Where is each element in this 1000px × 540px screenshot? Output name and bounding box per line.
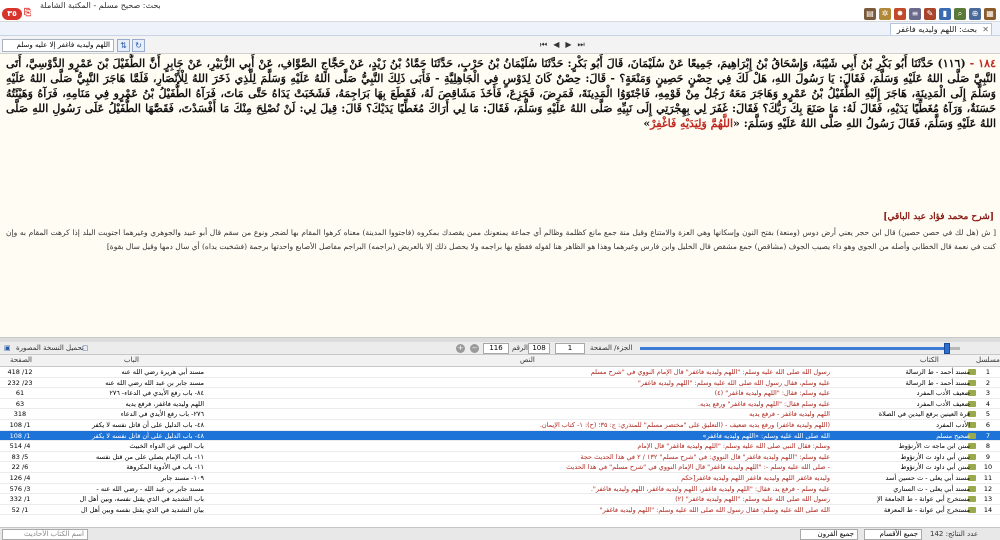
row-bab: ١٠٩- مسند جابر <box>160 474 204 482</box>
number-input[interactable]: 116 <box>483 343 509 354</box>
bookmark-icon[interactable]: ▮ <box>939 8 951 20</box>
row-page: 61 <box>15 389 25 398</box>
table-row[interactable] <box>0 431 1000 442</box>
table-row[interactable] <box>0 473 1000 484</box>
pen-icon[interactable]: ✎ <box>924 8 936 20</box>
results-table <box>0 355 1000 527</box>
row-number: 2 <box>985 378 991 387</box>
row-text: عليه وسلم: فقال: "اللهم وليديه فاغفر" (٤) <box>714 389 830 398</box>
row-number: 7 <box>985 431 991 440</box>
row-bab: ٤٨- باب الدليل على أن قاتل نفسه لا يكفر <box>91 431 204 440</box>
row-book: مسند أبي يعلى - ت حسين أسد <box>885 474 970 482</box>
title-bar <box>0 0 1000 22</box>
col-page[interactable]: الصفحة <box>10 356 32 364</box>
row-page: 418 /12 <box>7 368 33 376</box>
row-book: صحيح مسلم <box>936 431 970 440</box>
prev-page-icon[interactable]: ◀ <box>553 40 560 49</box>
row-text: - صلى الله عليه وسلم -: "اللهم وليديه فاغفر" قال الإمام النووي في "شرح مسلم" في هذا الحديث <box>566 463 830 472</box>
row-text: عليه وسلم، فقال رسول الله صلى الله عليه وسلم: "اللهم وليديه فاغفر" <box>637 378 830 387</box>
row-page: 22 /6 <box>11 463 29 472</box>
row-bab: مسند جابر بن عبد الله رضي الله عنه <box>105 378 204 387</box>
hadith-end: » <box>643 117 651 130</box>
row-page: 108 /1 <box>9 421 31 429</box>
row-bab: ٢٧٦- باب رفع الأيدي في الدعاء <box>120 410 204 419</box>
tab-search-results[interactable] <box>890 23 992 35</box>
page-navigation <box>540 40 585 50</box>
row-number: 9 <box>985 452 991 461</box>
row-text: عليه وسلم فقال: "اللهم وليديه فاغفر" ورفع يديه. <box>697 399 830 408</box>
row-text: رسول الله صلى الله عليه وسلم: "اللهم وليديه فاغفر" قال الإمام النووي في "شرح مسلم <box>590 368 830 376</box>
search-icon[interactable]: ⌕ <box>954 8 966 20</box>
row-text: اللهم وليديه فاغفر - فرفع يديه <box>749 410 830 419</box>
page-total-input[interactable]: 108 <box>528 343 550 354</box>
row-number: 1 <box>985 368 991 376</box>
hadith-number: ١٨٤ - <box>969 57 996 70</box>
filter-icon[interactable]: ⇅ <box>117 39 130 52</box>
row-number: 10 <box>983 463 993 472</box>
row-number: 13 <box>983 495 993 504</box>
grid-icon[interactable]: ▦ <box>984 8 996 20</box>
row-text: رسول الله صلى الله عليه وسلم: "اللهم وليديه فاغفر" (٢) <box>675 495 830 504</box>
row-page: 318 <box>13 410 27 419</box>
row-book: الأدب المفرد <box>936 421 970 429</box>
row-book: سنن أبي داود ت الأرنؤوط <box>900 463 970 472</box>
row-bab: ٤٨- باب الدليل على أن قاتل نفسه لا يكفر <box>91 421 204 429</box>
col-num[interactable]: مسلسل <box>976 356 1000 364</box>
centuries-filter[interactable]: جميع القرون <box>800 529 858 540</box>
row-number: 5 <box>985 410 991 419</box>
row-bab: مسند جابر بن عبد الله - رضي الله عنه - <box>96 484 204 493</box>
gear-icon[interactable]: ✲ <box>879 8 891 20</box>
row-page: 232 /23 <box>7 378 33 387</box>
row-text: (اللهم وليديه فاغفر) ورفع يديه ضعيف - (التعليق على "مختصر مسلم" للمنذري: ج: ٣٥؛ (ح): ١- كتاب الإيمان. <box>539 421 830 429</box>
zoom-icon[interactable]: ⊕ <box>969 8 981 20</box>
row-page: 332 /1 <box>9 495 31 504</box>
table-row[interactable] <box>0 484 1000 495</box>
list-icon[interactable]: ≡ <box>909 8 921 20</box>
number-label: الرقم <box>512 344 528 352</box>
tab-label: بحث: اللهم وليديه فاغفر <box>896 25 977 34</box>
table-row[interactable] <box>0 452 1000 463</box>
row-page: 514 /4 <box>9 442 31 451</box>
tab-bar <box>0 22 1000 36</box>
row-bab: ١١- باب الإمام يصلي على من قتل نفسه <box>96 452 204 461</box>
row-book: مستخرج أبي عوانة - ط المعرفة <box>883 505 970 514</box>
row-bab: مسند أبي هريرة رضي الله عنه <box>121 368 204 376</box>
row-page: 126 /4 <box>9 474 31 482</box>
table-row[interactable] <box>0 409 1000 420</box>
row-bab: بيان التشديد في الذي يقتل نفسه وبين أهل ال <box>81 505 204 514</box>
refresh-icon[interactable]: ↻ <box>132 39 145 52</box>
status-bar <box>0 527 1000 540</box>
results-count: عدد النتائج: 142 <box>930 530 979 538</box>
count-badge: ٣٥ <box>2 8 22 20</box>
settings-icon[interactable]: ✸ <box>894 8 906 20</box>
col-text[interactable]: النص <box>520 356 535 364</box>
row-text: عليه وسلم - فرفع يد، فقال: "اللهم وليديه فاغفر، اللهم وليديه فاغفر، اللهم وليديه فاغفر". <box>590 484 830 493</box>
row-page: 576 /3 <box>9 484 31 493</box>
row-number: 3 <box>985 389 991 398</box>
close-icon[interactable]: ✕ <box>982 25 989 34</box>
pager-bar <box>0 342 1000 355</box>
col-book[interactable]: الكتاب <box>920 356 939 364</box>
row-book: مسند أبي يعلى - ت السناري <box>893 484 970 493</box>
chat-icon[interactable]: ▢ <box>82 344 89 352</box>
row-number: 14 <box>983 505 993 514</box>
part-select[interactable]: 1 <box>555 343 585 354</box>
row-book: ضعيف الأدب المفرد <box>916 399 970 408</box>
row-bab: باب النهي عن الدواء الخبيث <box>129 442 204 451</box>
row-text: وسلم: فقال النبي صلى الله عليه وسلم: "اللهم وليديه فاغفر" قال الإمام <box>637 442 830 451</box>
part-page-label: الجزء/ الصفحة <box>590 344 633 352</box>
slider-fill <box>640 347 947 350</box>
next-page-icon[interactable]: ▶ <box>565 40 572 49</box>
table-row[interactable] <box>0 388 1000 399</box>
table-row[interactable] <box>0 378 1000 389</box>
row-page: 63 <box>15 399 25 408</box>
row-bab: اللهم وليديه فاغفر، فرفع يديه <box>125 399 204 408</box>
remove-icon[interactable]: − <box>471 344 478 352</box>
row-text: الله صلى الله عليه وسلم: «اللهم وليديه فاغفر» <box>702 431 830 440</box>
hadith-highlight: اللَّهُمَّ وَلِيَدَيْهِ فَاغْفِرْ <box>650 117 734 130</box>
table-row[interactable] <box>0 367 1000 378</box>
sections-filter[interactable]: جميع الأقسام <box>864 529 922 540</box>
table-row[interactable] <box>0 494 1000 505</box>
pdf-icon[interactable]: ⎘ <box>24 8 32 18</box>
page-slider[interactable] <box>640 347 960 350</box>
row-number: 12 <box>983 484 993 493</box>
row-text: الله صلى الله عليه وسلم: فقال رسول الله صلى الله عليه وسلم: "اللهم وليديه فاغفر" <box>599 505 830 514</box>
window-title: بحث: صحيح مسلم - المكتبة الشاملة <box>40 1 161 10</box>
row-number: 4 <box>985 399 991 408</box>
row-book: ضعيف الأدب المفرد <box>916 389 970 398</box>
col-bab[interactable]: الباب <box>124 356 139 364</box>
row-page: 52 /1 <box>11 505 29 514</box>
row-page: 108 /1 <box>9 431 31 440</box>
table-row[interactable] <box>0 462 1000 473</box>
row-number: 6 <box>985 421 991 429</box>
toolbar <box>864 7 996 21</box>
sharh-title: [شرح محمد فؤاد عبد الباقي] <box>883 212 994 222</box>
row-book: سنن ابن ماجه ت الأرنؤوط <box>898 442 970 451</box>
download-scan-link[interactable]: تحميل النسخة المصورة <box>16 344 84 352</box>
row-number: 8 <box>985 442 991 451</box>
row-book: سنن أبي داود ت الأرنؤوط <box>900 452 970 461</box>
table-header <box>0 355 1000 367</box>
row-bab: ٨٤- باب رفع الأيدي في الدعاء- ٢٧٦ <box>109 389 204 398</box>
nav-bar <box>0 36 1000 54</box>
book-icon[interactable]: ▤ <box>864 8 876 20</box>
reader-pane <box>0 54 1000 338</box>
row-text: عليه وسلم: "اللهم وليديه فاغفر" قال النووي: في "شرح مسلم" ١٣٢ / ٢ في هذا الحديث حجة <box>580 452 830 461</box>
slider-knob[interactable] <box>944 343 950 354</box>
camera-icon[interactable]: ▣ <box>4 344 11 352</box>
table-row[interactable] <box>0 420 1000 431</box>
table-row[interactable] <box>0 505 1000 516</box>
row-book: مسند أحمد - ط الرسالة <box>905 378 970 387</box>
row-bab: ١١- باب في الأدوية المكروهة <box>126 463 204 472</box>
search-input[interactable]: اللهم وليديه فاغفر إلا عليه وسلم <box>2 39 114 52</box>
row-bab: باب التشديد في الذي يقتل نفسه، وبين أهل ال <box>79 495 204 504</box>
last-page-icon[interactable]: ⏭ <box>577 40 585 49</box>
row-book: مسند أحمد - ط الرسالة <box>905 368 970 376</box>
row-book: مستخرج أبي عوانة - ط الجامعة الإ <box>877 495 970 504</box>
row-text: وليديه فاغفر اللهم وليديه فاغفر اللهم وليديه فاغفر[حكم <box>681 474 830 482</box>
hadith-text <box>6 56 996 131</box>
row-number: 11 <box>983 474 993 482</box>
table-row[interactable] <box>0 399 1000 410</box>
hadith-body: (١١٦) حَدَّثَنَا أَبُو بَكْرِ بْنُ أَبِي شَيْبَةَ، وَإِسْحَاقُ بْنُ إِبْرَاهِيمَ، جَمِيعًا عَنْ سُلَيْمَانَ، قَالَ أَبُو بَكْرٍ: حَدَّثَنَا سُلَيْمَانُ بْنُ حَرْبٍ، حَدَّثَنَا حَمَّادُ بْنُ زَيْدٍ، عَنْ حَجَّاجٍ الصَّوَّافِ، عَنْ أَبِي الزُّبَيْرِ، عَنْ جَابِرٍ أَنَّ الطُّفَيْلَ بْنَ عَمْرٍو الدَّوْسِيَّ، أَتَى النَّبِيَّ صَلَّى اللهُ عَلَيْهِ وَسَلَّمَ، فَقَالَ: يَا رَسُولَ اللهِ، هَلْ لَكَ فِي حِصْنٍ حَصِينٍ وَمَنْعَةٍ؟ - قَالَ: حِصْنٌ كَانَ لِدَوْسٍ فِي الْجَاهِلِيَّةِ - فَأَبَى ذَلِكَ النَّبِيُّ صَلَّى اللهُ عَلَيْهِ وَسَلَّمَ لِلَّذِي ذَخَرَ اللهُ لِلْأَنْصَارِ، فَلَمَّا هَاجَرَ النَّبِيُّ صَلَّى اللهُ عَلَيْهِ وَسَلَّمَ إِلَى الْمَدِينَةِ، هَاجَرَ إِلَيْهِ الطُّفَيْلُ بْنُ عَمْرٍو وَهَاجَرَ مَعَهُ رَجُلٌ مِنْ قَوْمِهِ، فَاجْتَوَوُا الْمَدِينَةَ، فَمَرِضَ، فَجَزِعَ، فَأَخَذَ مَشَاقِصَ لَهُ، فَقَطَعَ بِهَا بَرَاجِمَهُ، فَشَخَبَتْ يَدَاهُ حَتَّى مَاتَ، فَرَآهُ الطُّفَيْلُ بْنُ عَمْرٍو فِي مَنَامِهِ، فَرَآهُ وَهَيْئَتُهُ حَسَنَةٌ، وَرَآهُ مُغَطِّيًا يَدَيْهِ، فَقَالَ لَهُ: مَا صَنَعَ بِكَ رَبُّكَ؟ فَقَالَ: غَفَرَ لِي بِهِجْرَتِي إِلَى نَبِيِّهِ صَلَّى اللهُ عَلَيْهِ وَسَلَّمَ، فَقَالَ: مَا لِي أَرَاكَ مُغَطِّيًا يَدَيْكَ؟ قَالَ: قِيلَ لِي: لَنْ نُصْلِحَ مِنْكَ مَا أَفْسَدْتَ، فَقَصَّهَا الطُّفَيْلُ عَلَى رَسُولِ اللهِ صَلَّى اللهُ عَلَيْهِ وَسَلَّمَ، فَقَالَ رَسُولُ اللهِ صَلَّى اللهُ عَلَيْهِ وَسَلَّمَ: « <box>6 57 996 130</box>
sharh-text: [ ش (هل لك في حصن حصين) قال ابن حجر يعني أرض دوس (ومنعة) بفتح النون وإسكانها وهي العزة والامتناع وقيل منة جمع مانع كظلمة وظالم أي جماعة يمنعونك ممن يقصدك بمكروه (فاجتووا المدينة) معناه كرهوا المقام بها لضجر ونوع من سقم قال أبو عبيد والجوهري وغيرهما اجتويت البلد إذا كرهت المقام به وإن كنت في نعمة قال الخطابي وأصله من الجوي وهو داء يصيب الجوف (مشاقص) جمع مشقص قال الخليل وابن فارس وغيرهما وهذا هو الظاهر هنا لقوله فقطع بها براجمه ولا يحصل ذلك إلا بالعريض (براجمه) البراجم مفاصل الأصابع واحدتها برجمة (فشخبت يداه) أي سال دمها وقيل سال بقوة] <box>6 228 996 251</box>
first-page-icon[interactable]: ⏮ <box>540 40 548 49</box>
row-book: قرة العينين برفع اليدين في الصلاة <box>878 410 970 419</box>
row-page: 83 /5 <box>11 452 29 461</box>
book-name-filter[interactable]: اسم الكتاب الأحاديث <box>2 529 88 540</box>
add-icon[interactable]: + <box>457 344 464 352</box>
table-row[interactable] <box>0 441 1000 452</box>
